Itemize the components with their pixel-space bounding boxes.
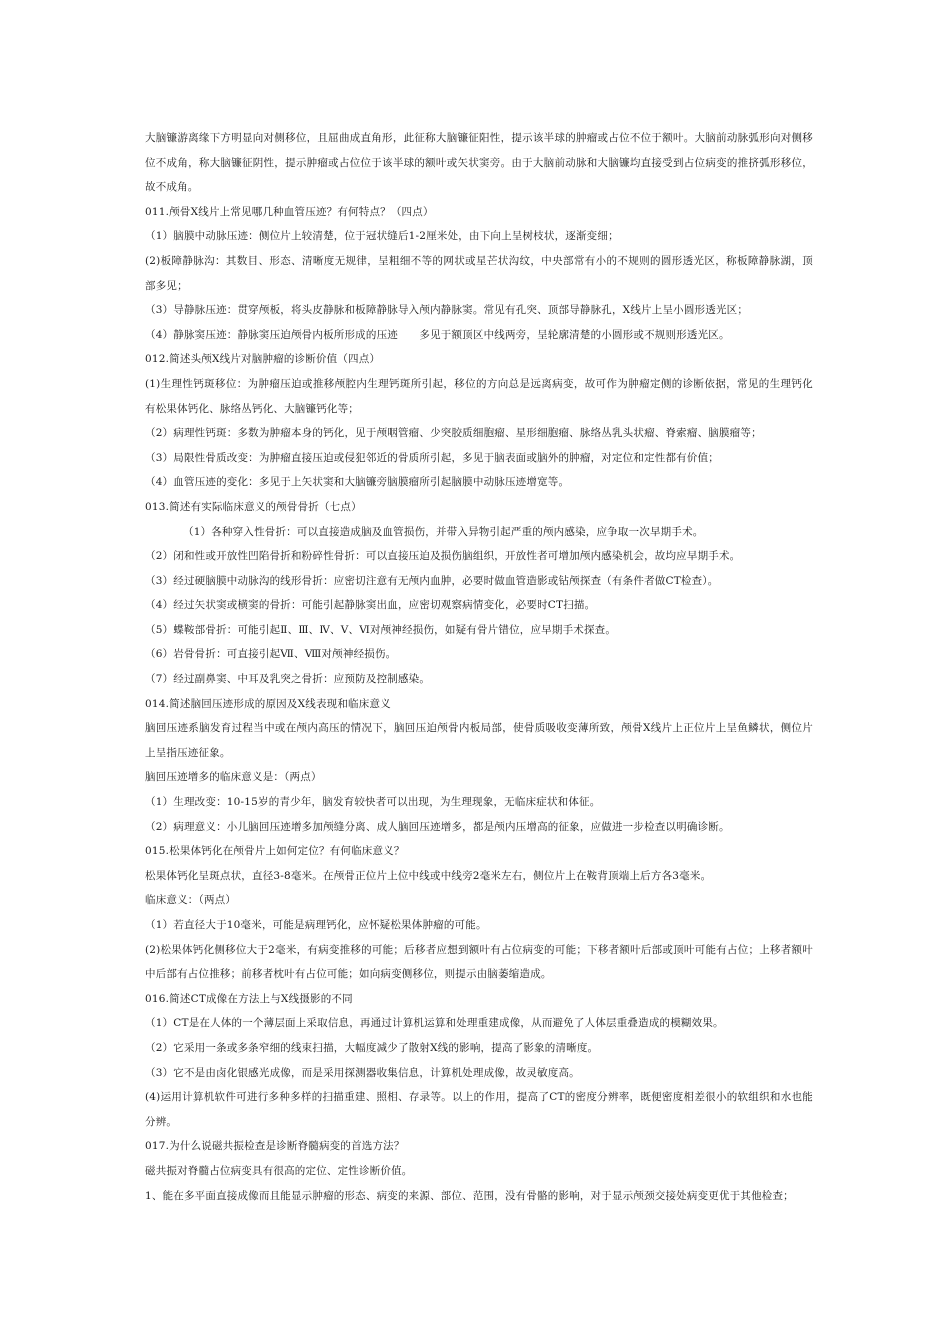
list-item: （4）血管压迹的变化：多见于上矢状窦和大脑镰旁脑膜瘤所引起脑膜中动脉压迹增宽等。 [145,476,570,489]
heading-017: 017.为什么说磁共振检查是诊断脊髓病变的首选方法？ [145,1140,405,1153]
list-item: (1)生理性钙斑移位：为肿瘤压迫或推移颅腔内生理钙斑所引起，移位的方向总是远离病变，故可作为肿瘤定侧的诊断依据，常见的生理钙化有松果体钙化、脉络丛钙化、大脑镰钙化等； [145,377,813,415]
heading-013: 013.简述有实际临床意义的颅骨骨折（七点） [145,500,362,513]
paragraph: 松果体钙化呈斑点状，直径3-8毫米。在颅骨正位片上位中线或中线旁2毫米左右，侧位片上在鞍背顶端上后方各3毫米。 [145,869,712,882]
heading-015: 015.松果体钙化在颅骨片上如何定位？有何临床意义？ [145,845,405,858]
list-item: （2）它采用一条或多条窄细的线束扫描，大幅度减少了散射X线的影响，提高了影象的清晰度。 [145,1041,599,1054]
list-item: （4）静脉窦压迹：静脉窦压迫颅骨内板所形成的压迹 多见于额顶区中线两旁，呈轮廓清楚的小圆形或不规则形透光区。 [145,328,730,341]
list-item: （5）蝶鞍部骨折：可能引起Ⅱ、Ⅲ、Ⅳ、Ⅴ、Ⅵ对颅神经损伤，如疑有骨片错位，应早期手术探查。 [145,623,617,636]
list-item: （3）它不是由卤化银感光成像，而是采用探测器收集信息，计算机处理成像，故灵敏度高。 [145,1066,580,1079]
list-item: （1）脑膜中动脉压迹：侧位片上较清楚，位于冠状缝后1-2厘米处，由下向上呈树枝状，逐渐变细； [145,230,619,243]
list-item: （1）CT是在人体的一个薄层面上采取信息，再通过计算机运算和处理重建成像，从而避免了人体层重叠造成的模糊效果。 [145,1017,724,1030]
heading-016: 016.简述CT成像在方法上与X线摄影的不同 [145,992,353,1005]
heading-014: 014.简述脑回压迹形成的原因及X线表现和临床意义 [145,697,391,710]
list-item: （1）生理改变：10-15岁的青少年，脑发育较快者可以出现，为生理现象，无临床症状和体征。 [145,796,601,809]
list-item: （3）局限性骨质改变：为肿瘤直接压迫或侵犯邻近的骨质所引起，多见于脑表面或脑外的肿瘤，对定位和定性都有价值； [145,451,719,464]
list-item: (2)板障静脉沟：其数目、形态、清晰度无规律，呈粗细不等的网状或星芒状沟纹，中央部常有小的不规则的圆形透光区，称板障静脉湖，顶部多见； [145,254,813,292]
paragraph: 磁共振对脊髓占位病变具有很高的定位、定性诊断价值。 [145,1164,413,1177]
list-item: 1、能在多平面直接成像而且能显示肿瘤的形态、病变的来源、部位、范围，没有骨骼的影响，对于显示颅颈交接处病变更优于其他检查； [145,1189,794,1202]
list-item: （2）病理性钙斑：多数为肿瘤本身的钙化，见于颅咽管瘤、少突胶质细胞瘤、星形细胞瘤、脉络丛乳头状瘤、脊索瘤、脑膜瘤等； [145,427,762,440]
paragraph: 脑回压迹增多的临床意义是：（两点） [145,771,322,784]
list-item: (2)松果体钙化侧移位大于2毫米，有病变推移的可能；后移者应想到额叶有占位病变的可能；下移者额叶后部或顶叶可能有占位；上移者额叶中后部有占位推移；前移者枕叶有占位可能；如向病变侧移位，则提示由脑萎缩造成。 [145,943,813,981]
list-item: （1）若直径大于10毫米，可能是病理钙化，应怀疑松果体肿瘤的可能。 [145,919,487,931]
paragraph: 脑回压迹系脑发育过程当中或在颅内高压的情况下，脑回压迫颅骨内板局部，使骨质吸收变薄所致，颅骨X线片上正位片上呈鱼鳞状，侧位片上呈指压迹征象。 [145,722,813,759]
heading-011: 011.颅骨X线片上常见哪几种血管压迹？有何特点？（四点） [145,205,434,218]
list-item: （7）经过副鼻窦、中耳及乳突之骨折：应预防及控制感染。 [145,673,431,686]
list-item: （3）导静脉压迹：贯穿颅板，将头皮静脉和板障静脉导入颅内静脉窦。常见有孔突、顶部导静脉孔，X线片上呈小圆形透光区； [145,304,749,317]
list-item: （6）岩骨骨折：可直接引起Ⅶ、Ⅷ对颅神经损伤。 [145,648,397,661]
document-page [145,126,813,1208]
list-item: （4）经过矢状窦或横窦的骨折：可能引起静脉窦出血，应密切观察病情变化，必要时CT扫描。 [145,599,596,612]
list-item: (4)运用计算机软件可进行多种多样的扫描重建、照相、存录等。以上的作用，提高了CT的密度分辨率，既便密度相差很小的软组织和水也能分辨。 [145,1091,813,1128]
list-item: （1）各种穿入性骨折：可以直接造成脑及血管损伤，并带入异物引起严重的颅内感染，应争取一次早期手术。 [183,525,704,538]
list-item: （3）经过硬脑膜中动脉沟的线形骨折：应密切注意有无颅内血肿，必要时做血管造影或钻颅探查（有条件者做CT检查）。 [145,574,719,587]
list-item: （2）闭和性或开放性凹陷骨折和粉碎性骨折：可以直接压迫及损伤脑组织，开放性者可增加颅内感染机会，故均应早期手术。 [145,550,741,563]
heading-012: 012.简述头颅X线片对脑肿瘤的诊断价值（四点） [145,353,381,366]
paragraph: 临床意义：（两点） [145,894,237,907]
paragraph-falx-sign: 大脑镰游离缘下方明显向对侧移位，且屈曲成直角形，此征称大脑镰征阳性，提示该半球的肿瘤或占位不位于额叶。大脑前动脉弧形向对侧移位不成角，称大脑镰征阴性，提示肿瘤或占位位于该半球的额叶或矢状窦旁。由于大脑前动脉和大脑镰均直接受到占位病变的推挤弧形移位，故不成角。 [145,132,813,194]
list-item: （2）病理意义：小儿脑回压迹增多加颅缝分离、成人脑回压迹增多，都是颅内压增高的征象，应做进一步检查以明确诊断。 [145,820,730,833]
